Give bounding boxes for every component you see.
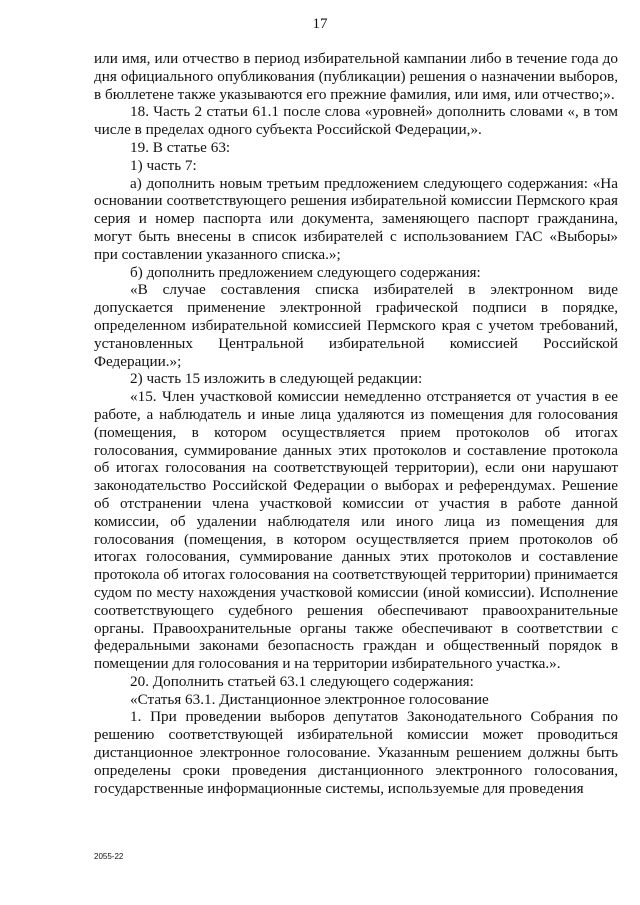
document-body [94, 50, 618, 797]
paragraph: 19. В статье 63: [130, 138, 231, 156]
paragraph: 18. Часть 2 статьи 61.1 после слова «уровней» дополнить словами «, в том числе в пределах одного субъекта Российской Федерации,». [94, 103, 618, 139]
paragraph: «15. Член участковой комиссии немедленно отстраняется от участия в ее работе, а наблюдатель и иные лица удаляются из помещения для голосования (помещения, в котором осуществляется прием протоколов об итогах голосования, суммирование данных этих протоколов и составление протокола об итогах голосования на соответствующей территории), если они нарушают законодательство Российской Федерации о выборах и референдумах. Решение об отстранении члена участковой комиссии от участия в работе данной комиссии, об удалении наблюдателя или иного лица из помещения для голосования (помещения, в котором осуществляется прием протоколов об итогах голосования, суммирование данных этих протоколов и составление протокола об итогах голосования на соответствующей территории) принимается судом по месту нахождения участковой комиссии (иной комиссии). Исполнение соответствующего судебного решения обеспечивают правоохранительные органы. Правоохранительные органы также обеспечивают в соответствии с федеральными законами безопасность граждан и общественный порядок в помещении для голосования и на территории избирательного участка.». [94, 388, 618, 673]
document-code: 2055-22 [94, 852, 124, 861]
paragraph: б) дополнить предложением следующего содержания: [130, 263, 481, 281]
paragraph: а) дополнить новым третьим предложением следующего содержания: «На основании соответствующего решения избирательной комиссии Пермского края серия и номер паспорта или документа, заменяющего паспорт гражданина, могут быть внесены в список избирателей с использованием ГАС «Выборы» при составлении указанного списка.»; [94, 174, 618, 263]
paragraph: 2) часть 15 изложить в следующей редакции: [130, 370, 423, 388]
paragraph: 1. При проведении выборов депутатов Законодательного Собрания по решению соответствующей избирательной комиссии может проводиться дистанционное электронное голосование. Указанным решением должны быть определены сроки проведения дистанционного электронного голосования, государственные информационные системы, используемые для проведения [94, 708, 618, 797]
paragraph: «В случае составления списка избирателей в электронном виде допускается применение электронной графической подписи в порядке, определенном избирательной комиссией Пермского края с учетом требований, установленных Центральной избирательной комиссией Российской Федерации.»; [94, 281, 618, 370]
paragraph: «Статья 63.1. Дистанционное электронное голосование [130, 690, 489, 708]
page-number: 17 [312, 16, 328, 32]
paragraph: 1) часть 7: [130, 156, 197, 174]
paragraph: или имя, или отчество в период избирательной кампании либо в течение года до дня официального опубликования (публикации) решения о назначении выборов, в бюллетене также указываются его прежние фамилия, или имя, или отчество;». [94, 50, 618, 103]
paragraph: 20. Дополнить статьей 63.1 следующего содержания: [130, 672, 474, 690]
